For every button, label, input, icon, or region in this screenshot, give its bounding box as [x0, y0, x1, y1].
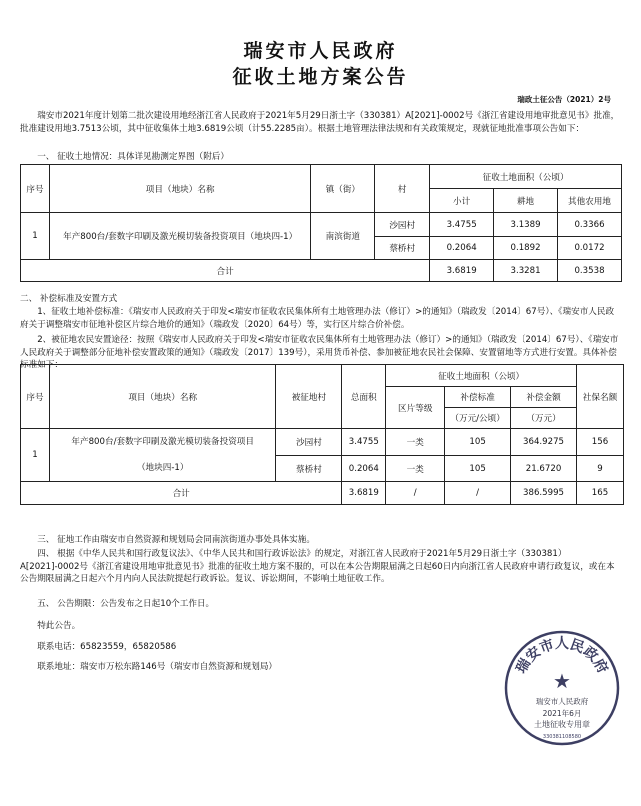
- seal-date: 2021年6月: [542, 709, 582, 718]
- table-total-row: [21, 482, 624, 505]
- cell-total-quota: 165: [577, 482, 624, 505]
- header-social-security-quota: 社保名额: [577, 365, 624, 429]
- cell-village: 蔡桥村: [276, 456, 342, 482]
- compensation-standard-paragraph: 1、征收土地补偿标准：《瑞安市人民政府关于印发<瑞安市征收农民集体所有土地管理办法（修订）>的通知》（瑞政发〔2014〕67号）、《瑞安市人民政府关于调整瑞安市征地补偿区片综合地价的通知》（瑞政发〔2020〕64号）等，实行区片综合价补偿。: [20, 307, 615, 330]
- cell-amount: 364.9275: [511, 429, 577, 456]
- cell-grade: 一类: [386, 429, 445, 456]
- cell-no: 1: [21, 213, 50, 260]
- header-street: 镇（街）: [311, 165, 375, 213]
- section-5-paragraph: 五、 公告期限：公告发布之日起10个工作日。: [37, 599, 215, 609]
- header-area-group: 征收土地面积（公顷）: [430, 165, 622, 189]
- table-row: [21, 213, 622, 237]
- header-amount-unit: （万元）: [511, 408, 577, 429]
- cell-farmland: 3.1389: [494, 213, 558, 237]
- closing-text: 特此公告。: [37, 621, 81, 631]
- cell-village: 沙园村: [276, 429, 342, 456]
- official-seal: [503, 629, 621, 747]
- document-number: 瑞政土征公告（2021）2号: [517, 95, 611, 104]
- header-total-area: 总面积: [342, 365, 386, 429]
- table-total-row: [21, 260, 622, 282]
- cell-area: 0.2064: [342, 456, 386, 482]
- cell-total-amount: 386.5995: [511, 482, 577, 505]
- header-standard: 补偿标准: [445, 387, 511, 408]
- intro-paragraph: 瑞安市2021年度计划第二批次建设用地经浙江省人民政府于2021年5月29日浙土字（330381）A[2021]-0002号《浙江省建设用地审批意见书》批准，批准建设用地3.7513公顷，其中征收集体土地3.6819公顷（计55.2285亩）。根据土地管理法律法规和有关政策规定，现就征地批准事项公告如下：: [20, 111, 620, 134]
- seal-star-icon: ★: [553, 669, 571, 693]
- header-project: 项目（地块）名称: [49, 165, 310, 213]
- cell-total-label: 合计: [21, 260, 430, 282]
- header-project: 项目（地块）名称: [49, 365, 276, 429]
- header-no: 序号: [21, 365, 50, 429]
- cell-total-area: 3.6819: [342, 482, 386, 505]
- cell-no: 1: [21, 429, 50, 482]
- cell-total-farmland: 3.3281: [494, 260, 558, 282]
- cell-standard: 105: [445, 429, 511, 456]
- seal-ring-text: 瑞安市人民政府: [513, 636, 611, 677]
- cell-total-grade: /: [386, 482, 445, 505]
- seal-serial: 330381108580: [542, 734, 582, 740]
- cell-other: 0.0172: [558, 237, 622, 260]
- compensation-table: [20, 364, 624, 505]
- land-acquisition-table: [20, 164, 622, 282]
- page-subtitle: 征收土地方案公告: [232, 66, 409, 88]
- cell-project-line-2: （地块四-1）: [136, 463, 189, 473]
- header-village: 村: [375, 165, 430, 213]
- header-grade: 区片等级: [386, 387, 445, 429]
- table-row: [21, 429, 624, 456]
- cell-project: [49, 429, 276, 482]
- header-village: 被征地村: [276, 365, 342, 429]
- header-other-farmland: 其他农用地: [558, 189, 622, 213]
- cell-subtotal: 0.2064: [430, 237, 494, 260]
- contact-phone: 联系电话：65823559，65820586: [37, 642, 177, 652]
- cell-street: 南滨街道: [311, 213, 375, 260]
- page-title: 瑞安市人民政府: [243, 40, 398, 62]
- header-standard-unit: （万元/公顷）: [445, 408, 511, 429]
- cell-total-label: 合计: [21, 482, 342, 505]
- section-3-paragraph: 三、 征地工作由瑞安市自然资源和规划局会同南滨街道办事处具体实施。: [37, 535, 315, 545]
- cell-other: 0.3366: [558, 213, 622, 237]
- cell-village: 沙园村: [375, 213, 430, 237]
- cell-standard: 105: [445, 456, 511, 482]
- contact-address: 联系地址：瑞安市万松东路146号（瑞安市自然资源和规划局）: [37, 662, 278, 672]
- header-no: 序号: [21, 165, 50, 213]
- cell-total-other: 0.3538: [558, 260, 622, 282]
- cell-farmland: 0.1892: [494, 237, 558, 260]
- cell-subtotal: 3.4755: [430, 213, 494, 237]
- section-1-heading: 一、 征收土地情况：具体详见勘测定界图（附后）: [37, 152, 229, 162]
- cell-grade: 一类: [386, 456, 445, 482]
- seal-purpose: 土地征收专用章: [534, 720, 590, 729]
- header-farmland: 耕地: [494, 189, 558, 213]
- header-subtotal: 小计: [430, 189, 494, 213]
- cell-quota: 9: [577, 456, 624, 482]
- cell-project-line-1: 年产800台/套数字印刷及激光模切装备投资项目: [71, 437, 254, 447]
- cell-quota: 156: [577, 429, 624, 456]
- seal-inner-text: 瑞安市人民政府: [535, 697, 589, 706]
- section-2-heading: 二、 补偿标准及安置方式: [20, 294, 118, 304]
- cell-area: 3.4755: [342, 429, 386, 456]
- cell-total-standard: /: [445, 482, 511, 505]
- header-amount: 补偿金额: [511, 387, 577, 408]
- section-4-paragraph: 四、 根据《中华人民共和国行政复议法》、《中华人民共和国行政诉讼法》的规定，对浙江省人民政府于2021年5月29日浙土字（330381）A[2021]-0002号《浙江省建设用地审批意见书》批准的征收土地方案不服的，可以在本公告期限届满之日起60日内向浙江省人民政府申请行政复议，或在本公告期限届满之日起六个月内向人民法院提起行政诉讼。复议、诉讼期间，不影响土地征收工作。: [20, 549, 615, 584]
- cell-village: 蔡桥村: [375, 237, 430, 260]
- cell-amount: 21.6720: [511, 456, 577, 482]
- cell-total-subtotal: 3.6819: [430, 260, 494, 282]
- resettlement-paragraph: 2、被征地农民安置途径：按照《瑞安市人民政府关于印发<瑞安市征收农民集体所有土地管理办法（修订）>的通知》（瑞政发〔2014〕67号）、《瑞安市人民政府关于调整部分征地补偿安置政策的通知》（瑞政发〔2017〕139号），采用货币补偿、参加被征地农民社会保障、安置留地等方式进行安置。具体补偿标准如下：: [20, 335, 619, 370]
- cell-project: 年产800台/套数字印刷及激光模切装备投资项目（地块四-1）: [49, 213, 310, 260]
- header-area-group: 征收土地面积（公顷）: [386, 365, 577, 387]
